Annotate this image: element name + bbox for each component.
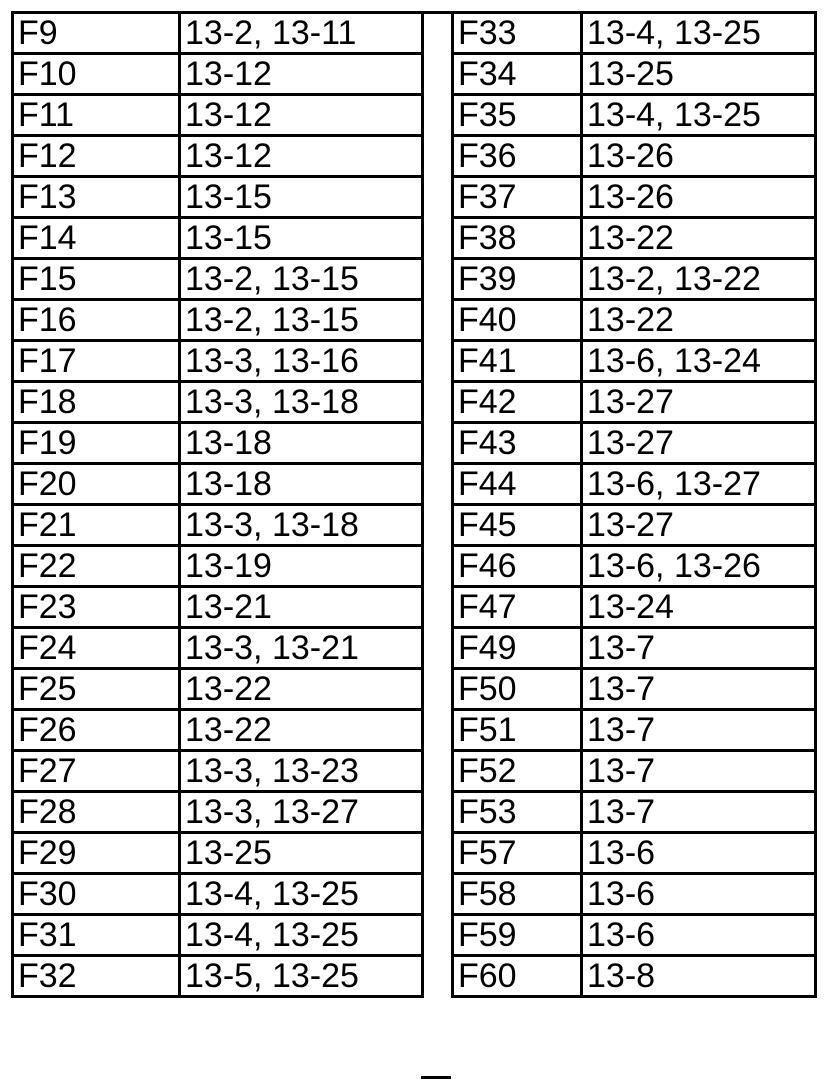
reference-cell: 13-22 xyxy=(180,710,423,751)
table-row xyxy=(453,54,816,95)
figure-id-cell: F15 xyxy=(13,259,180,300)
figure-id-cell: F26 xyxy=(13,710,180,751)
table-row xyxy=(13,177,423,218)
reference-cell: 13-3, 13-27 xyxy=(180,792,423,833)
table-row xyxy=(13,423,423,464)
figure-id-cell: F16 xyxy=(13,300,180,341)
table-row xyxy=(13,341,423,382)
figure-id-cell: F30 xyxy=(13,874,180,915)
table-row xyxy=(13,751,423,792)
reference-cell: 13-12 xyxy=(180,136,423,177)
figure-id-cell: F45 xyxy=(453,505,582,546)
reference-cell: 13-2, 13-15 xyxy=(180,259,423,300)
reference-cell: 13-7 xyxy=(582,710,816,751)
reference-cell: 13-6 xyxy=(582,833,816,874)
figure-id-cell: F9 xyxy=(13,13,180,54)
table-row xyxy=(13,833,423,874)
figure-id-cell: F17 xyxy=(13,341,180,382)
reference-cell: 13-26 xyxy=(582,136,816,177)
reference-cell: 13-3, 13-21 xyxy=(180,628,423,669)
table-row xyxy=(13,13,423,54)
table-row xyxy=(453,915,816,956)
reference-cell: 13-12 xyxy=(180,54,423,95)
table-row xyxy=(453,464,816,505)
left-table-body xyxy=(13,13,423,997)
right-reference-table xyxy=(451,11,817,998)
figure-id-cell: F14 xyxy=(13,218,180,259)
table-row xyxy=(453,833,816,874)
table-row xyxy=(13,710,423,751)
table-row xyxy=(453,95,816,136)
figure-id-cell: F18 xyxy=(13,382,180,423)
reference-cell: 13-27 xyxy=(582,505,816,546)
figure-id-cell: F19 xyxy=(13,423,180,464)
table-row xyxy=(453,13,816,54)
figure-id-cell: F23 xyxy=(13,587,180,628)
reference-cell: 13-7 xyxy=(582,751,816,792)
figure-id-cell: F43 xyxy=(453,423,582,464)
figure-id-cell: F50 xyxy=(453,669,582,710)
table-row xyxy=(453,382,816,423)
table-row xyxy=(13,956,423,997)
figure-id-cell: F59 xyxy=(453,915,582,956)
reference-cell: 13-4, 13-25 xyxy=(582,13,816,54)
reference-cell: 13-2, 13-22 xyxy=(582,259,816,300)
reference-cell: 13-6, 13-26 xyxy=(582,546,816,587)
table-row xyxy=(13,382,423,423)
table-row xyxy=(453,546,816,587)
table-row xyxy=(13,669,423,710)
figure-id-cell: F38 xyxy=(453,218,582,259)
reference-cell: 13-21 xyxy=(180,587,423,628)
reference-cell: 13-19 xyxy=(180,546,423,587)
reference-cell: 13-2, 13-11 xyxy=(180,13,423,54)
reference-cell: 13-6 xyxy=(582,874,816,915)
table-row xyxy=(453,956,816,997)
table-row xyxy=(13,505,423,546)
reference-cell: 13-8 xyxy=(582,956,816,997)
figure-id-cell: F27 xyxy=(13,751,180,792)
reference-cell: 13-22 xyxy=(582,300,816,341)
reference-cell: 13-18 xyxy=(180,423,423,464)
table-row xyxy=(13,546,423,587)
figure-id-cell: F31 xyxy=(13,915,180,956)
figure-id-cell: F44 xyxy=(453,464,582,505)
table-row xyxy=(453,710,816,751)
reference-cell: 13-3, 13-23 xyxy=(180,751,423,792)
figure-id-cell: F39 xyxy=(453,259,582,300)
reference-cell: 13-18 xyxy=(180,464,423,505)
table-row xyxy=(453,341,816,382)
reference-cell: 13-3, 13-18 xyxy=(180,382,423,423)
figure-id-cell: F20 xyxy=(13,464,180,505)
reference-cell: 13-3, 13-18 xyxy=(180,505,423,546)
reference-cell: 13-3, 13-16 xyxy=(180,341,423,382)
table-row xyxy=(453,136,816,177)
figure-id-cell: F34 xyxy=(453,54,582,95)
figure-id-cell: F47 xyxy=(453,587,582,628)
table-gap xyxy=(421,11,451,1079)
reference-cell: 13-12 xyxy=(180,95,423,136)
table-row xyxy=(453,628,816,669)
reference-cell: 13-24 xyxy=(582,587,816,628)
figure-id-cell: F52 xyxy=(453,751,582,792)
reference-cell: 13-7 xyxy=(582,669,816,710)
table-row xyxy=(453,423,816,464)
reference-cell: 13-25 xyxy=(180,833,423,874)
table-row xyxy=(13,464,423,505)
table-row xyxy=(13,300,423,341)
reference-cell: 13-25 xyxy=(582,54,816,95)
figure-id-cell: F53 xyxy=(453,792,582,833)
reference-cell: 13-15 xyxy=(180,177,423,218)
figure-id-cell: F28 xyxy=(13,792,180,833)
figure-id-cell: F37 xyxy=(453,177,582,218)
figure-id-cell: F51 xyxy=(453,710,582,751)
figure-id-cell: F21 xyxy=(13,505,180,546)
table-row xyxy=(13,54,423,95)
table-row xyxy=(13,136,423,177)
figure-id-cell: F33 xyxy=(453,13,582,54)
reference-cell: 13-22 xyxy=(582,218,816,259)
left-reference-table xyxy=(11,11,424,998)
figure-id-cell: F10 xyxy=(13,54,180,95)
reference-cell: 13-6 xyxy=(582,915,816,956)
reference-cell: 13-15 xyxy=(180,218,423,259)
figure-id-cell: F42 xyxy=(453,382,582,423)
table-row xyxy=(13,915,423,956)
table-row xyxy=(453,587,816,628)
table-row xyxy=(13,792,423,833)
table-row xyxy=(453,751,816,792)
reference-cell: 13-22 xyxy=(180,669,423,710)
right-table-body xyxy=(453,13,816,997)
table-row xyxy=(453,218,816,259)
figure-id-cell: F58 xyxy=(453,874,582,915)
reference-cell: 13-6, 13-27 xyxy=(582,464,816,505)
figure-id-cell: F49 xyxy=(453,628,582,669)
table-row xyxy=(453,874,816,915)
table-row xyxy=(453,505,816,546)
table-row xyxy=(453,669,816,710)
reference-cell: 13-7 xyxy=(582,628,816,669)
figure-id-cell: F29 xyxy=(13,833,180,874)
table-row xyxy=(13,95,423,136)
table-row xyxy=(453,259,816,300)
reference-cell: 13-4, 13-25 xyxy=(582,95,816,136)
table-row xyxy=(13,874,423,915)
reference-cell: 13-2, 13-15 xyxy=(180,300,423,341)
figure-id-cell: F36 xyxy=(453,136,582,177)
figure-id-cell: F22 xyxy=(13,546,180,587)
reference-cell: 13-26 xyxy=(582,177,816,218)
reference-cell: 13-27 xyxy=(582,382,816,423)
reference-cell: 13-6, 13-24 xyxy=(582,341,816,382)
table-row xyxy=(13,218,423,259)
figure-id-cell: F32 xyxy=(13,956,180,997)
figure-id-cell: F41 xyxy=(453,341,582,382)
reference-cell: 13-4, 13-25 xyxy=(180,915,423,956)
table-row xyxy=(13,587,423,628)
figure-id-cell: F57 xyxy=(453,833,582,874)
figure-id-cell: F25 xyxy=(13,669,180,710)
figure-id-cell: F24 xyxy=(13,628,180,669)
table-row xyxy=(13,628,423,669)
figure-id-cell: F40 xyxy=(453,300,582,341)
table-row xyxy=(453,300,816,341)
table-row xyxy=(453,177,816,218)
reference-cell: 13-5, 13-25 xyxy=(180,956,423,997)
reference-cell: 13-27 xyxy=(582,423,816,464)
figure-id-cell: F60 xyxy=(453,956,582,997)
figure-id-cell: F13 xyxy=(13,177,180,218)
table-row xyxy=(13,259,423,300)
reference-cell: 13-7 xyxy=(582,792,816,833)
figure-id-cell: F12 xyxy=(13,136,180,177)
figure-id-cell: F35 xyxy=(453,95,582,136)
figure-id-cell: F11 xyxy=(13,95,180,136)
table-row xyxy=(453,792,816,833)
reference-cell: 13-4, 13-25 xyxy=(180,874,423,915)
figure-id-cell: F46 xyxy=(453,546,582,587)
